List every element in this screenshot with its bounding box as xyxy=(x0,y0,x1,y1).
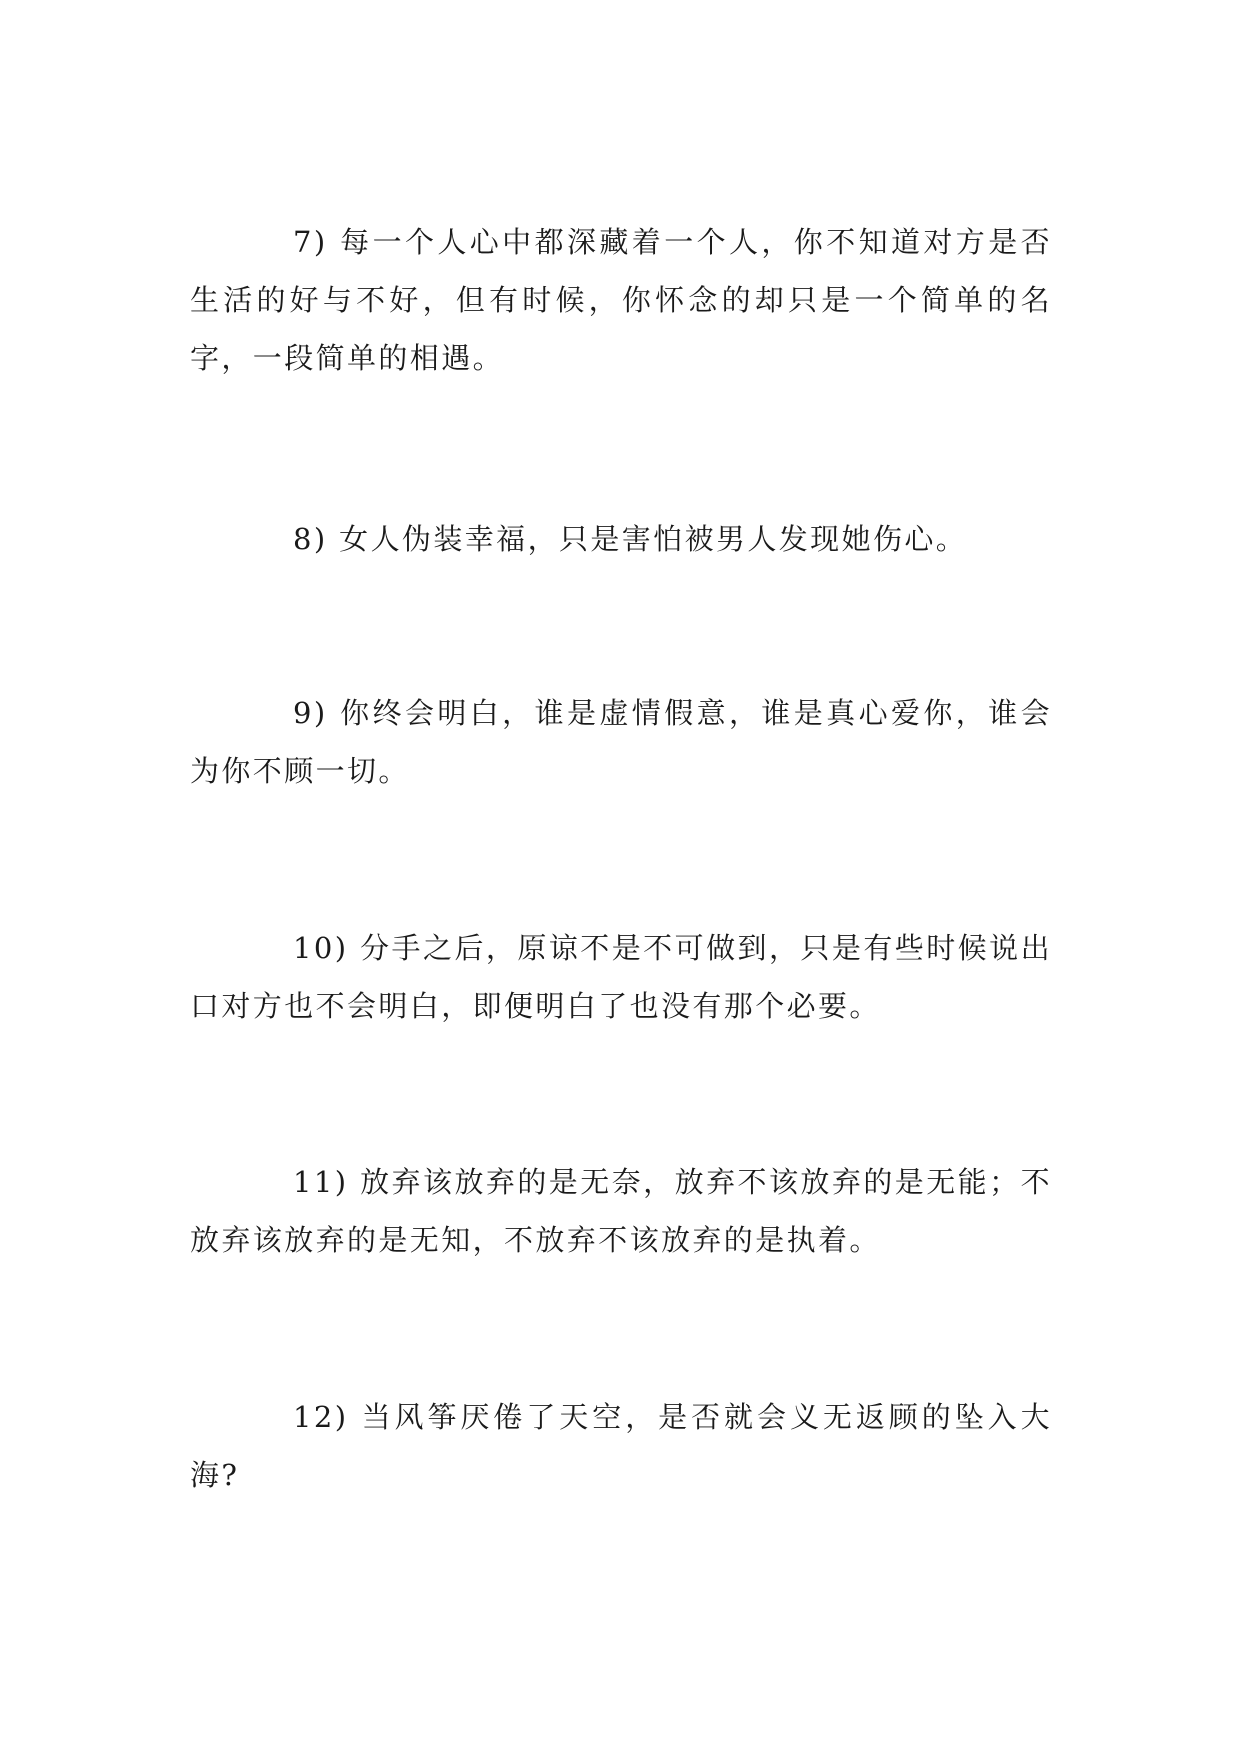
paragraph-9: 9) 你终会明白，谁是虚情假意，谁是真心爱你，谁会为你不顾一切。 xyxy=(190,696,1052,788)
paragraph-12: 12) 当风筝厌倦了天空，是否就会义无返顾的坠入大海? xyxy=(190,1400,1052,1492)
paragraph-10: 10) 分手之后，原谅不是不可做到，只是有些时候说出口对方也不会明白，即便明白了也没有那个必要。 xyxy=(190,931,1052,1023)
paragraph-11: 11) 放弃该放弃的是无奈，放弃不该放弃的是无能；不放弃该放弃的是无知，不放弃不该放弃的是执着。 xyxy=(190,1165,1052,1257)
paragraph-8: 8) 女人伪装幸福，只是害怕被男人发现她伤心。 xyxy=(293,522,968,556)
paragraph-7: 7) 每一个人心中都深藏着一个人，你不知道对方是否生活的好与不好，但有时候，你怀念的却只是一个简单的名字，一段简单的相遇。 xyxy=(190,225,1052,375)
